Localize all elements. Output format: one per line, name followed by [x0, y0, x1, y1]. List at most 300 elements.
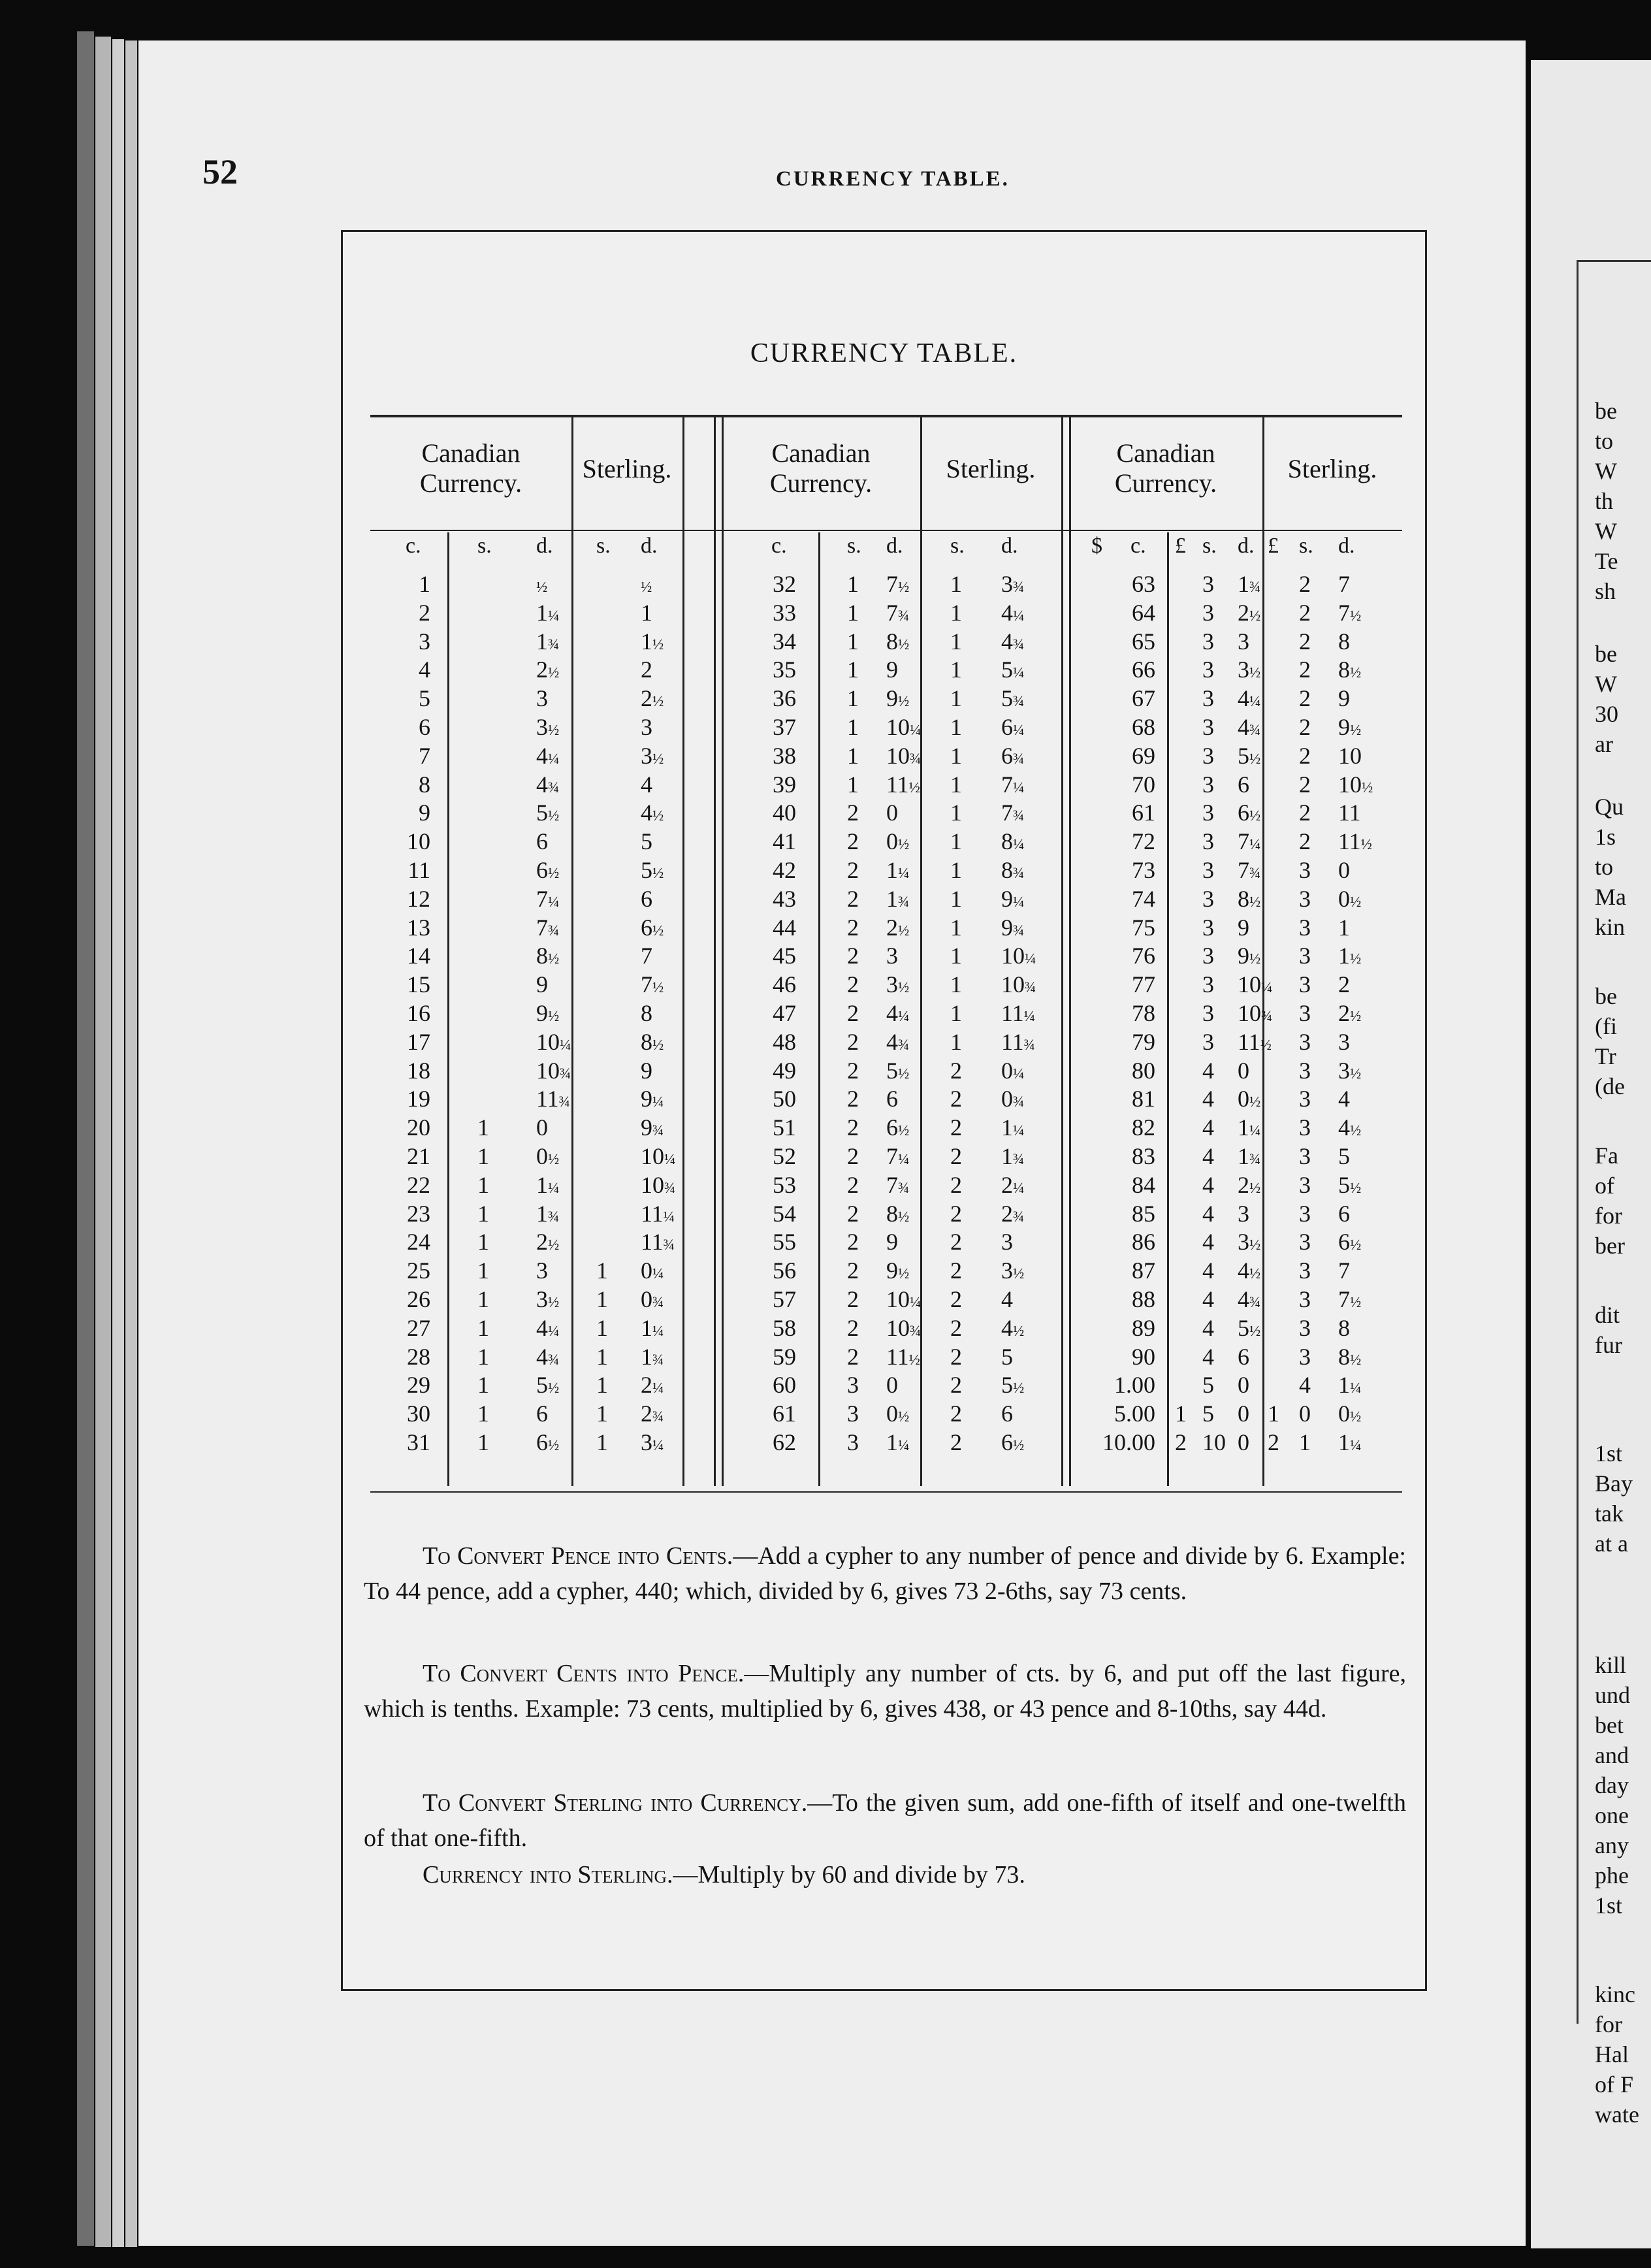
table-cell: 3 — [1299, 1114, 1311, 1141]
page-number: 52 — [202, 152, 238, 191]
column-unit-label: c. — [406, 534, 421, 558]
adjacent-page-fragment: th — [1595, 488, 1614, 514]
table-cell: 4¾ — [1238, 714, 1261, 740]
adjacent-page-fragment: to — [1595, 428, 1614, 454]
column-unit-label: d. — [1338, 534, 1355, 558]
adjacent-page-fragment: 1s — [1595, 824, 1616, 850]
table-cell: 2 — [1338, 971, 1350, 998]
table-cell: 5 — [1202, 1372, 1214, 1399]
table-cell: 11 — [1338, 800, 1361, 826]
adjacent-page-border — [1577, 260, 1651, 262]
table-cell: 11¾ — [641, 1229, 675, 1256]
table-cell: 2 — [950, 1343, 962, 1370]
table-cell: 1 — [950, 685, 962, 712]
adjacent-page-fragment: 30 — [1595, 701, 1618, 727]
table-cell: 6 — [1001, 1401, 1013, 1427]
table-cell: 1 — [950, 971, 962, 998]
table-cell: 0 — [1238, 1429, 1249, 1455]
table-cell: 1 — [596, 1429, 608, 1455]
table-cell: 5½ — [1238, 742, 1261, 769]
table-cell: 2¾ — [641, 1401, 664, 1427]
table-cell: 51 — [773, 1114, 796, 1141]
table-cell: 3 — [1202, 1000, 1214, 1026]
table-cell: 4 — [1202, 1114, 1214, 1141]
table-cell: 3 — [641, 714, 652, 740]
table-cell: 7 — [419, 742, 430, 769]
table-cell: 11¾ — [536, 1086, 570, 1112]
page-edge — [112, 39, 124, 2247]
adjacent-page-fragment: W — [1595, 518, 1617, 544]
table-cell: 5½ — [536, 1372, 560, 1399]
table-cell: 4¾ — [536, 1343, 560, 1370]
table-cell: 6 — [641, 885, 652, 912]
table-cell: 63 — [1132, 571, 1155, 597]
table-cell: 6½ — [886, 1114, 910, 1141]
note-lead: To Convert Pence into Cents. — [423, 1542, 733, 1570]
table-cell: 2 — [1299, 571, 1311, 597]
table-cell: 10¾ — [886, 742, 922, 769]
column-group-header: Canadian Currency. — [419, 438, 522, 498]
table-cell: 1¼ — [886, 857, 910, 883]
table-cell: 0 — [1238, 1057, 1249, 1084]
table-cell: 2 — [641, 656, 652, 683]
table-cell: 0 — [1238, 1401, 1249, 1427]
table-cell: 1 — [477, 1372, 489, 1399]
table-cell: 41 — [773, 828, 796, 855]
table-cell: 1¼ — [1338, 1429, 1362, 1455]
table-cell: 2½ — [1238, 1171, 1261, 1198]
table-cell: 1 — [950, 885, 962, 912]
table-cell: 2½ — [886, 914, 910, 941]
table-cell: 8 — [1338, 628, 1350, 655]
adjacent-page-fragment: (fi — [1595, 1013, 1617, 1039]
table-cell: 0 — [886, 800, 898, 826]
table-cell: 2 — [847, 1200, 859, 1227]
column-unit-label: s. — [847, 534, 861, 558]
table-cell: 78 — [1132, 1000, 1155, 1026]
adjacent-page-fragment: be — [1595, 398, 1617, 424]
header-rule-top — [370, 415, 1402, 417]
table-cell: 8½ — [536, 943, 560, 969]
column-unit-label: s. — [1202, 534, 1217, 558]
adjacent-page-border — [1577, 260, 1579, 2024]
adjacent-page-fragment: Ma — [1595, 884, 1626, 910]
table-cell: 6 — [886, 1086, 898, 1112]
column-rule — [1061, 415, 1063, 1486]
adjacent-page-fragment: Te — [1595, 548, 1618, 574]
table-cell: 1 — [477, 1200, 489, 1227]
table-cell: 3 — [1338, 1028, 1350, 1055]
note-lead: Currency into Sterling. — [423, 1861, 673, 1888]
table-cell: 89 — [1132, 1314, 1155, 1341]
table-cell: 80 — [1132, 1057, 1155, 1084]
table-cell: 4 — [1202, 1286, 1214, 1312]
table-cell: 4 — [1202, 1086, 1214, 1112]
table-cell: 3 — [1299, 857, 1311, 883]
table-cell: 10¼ — [886, 1286, 922, 1312]
table-cell: 83 — [1132, 1143, 1155, 1169]
table-cell: 1 — [596, 1314, 608, 1341]
column-rule — [1262, 415, 1264, 1486]
table-cell: 10¼ — [1238, 971, 1273, 998]
table-cell: 1 — [950, 1028, 962, 1055]
table-cell: 2 — [1299, 685, 1311, 712]
table-cell: 32 — [773, 571, 796, 597]
table-cell: 3 — [419, 628, 430, 655]
table-cell: 7½ — [1338, 599, 1362, 626]
table-cell: 5½ — [641, 857, 664, 883]
table-cell: 9 — [1238, 914, 1249, 941]
table-cell: 8½ — [886, 628, 910, 655]
table-cell: 33 — [773, 599, 796, 626]
table-cell: 9 — [536, 971, 548, 998]
table-cell: 8½ — [1338, 1343, 1362, 1370]
table-cell: 7¾ — [886, 1171, 910, 1198]
column-rule — [818, 532, 820, 1486]
column-rule — [571, 415, 573, 1486]
table-cell: 3 — [1299, 1257, 1311, 1284]
table-cell: 1 — [950, 628, 962, 655]
adjacent-page-fragment: sh — [1595, 578, 1616, 604]
table-cell: 2½ — [1338, 1000, 1362, 1026]
table-cell: 2 — [847, 1143, 859, 1169]
table-cell: 3 — [1299, 1028, 1311, 1055]
table-cell: 9 — [886, 1229, 898, 1256]
table-cell: 2 — [950, 1401, 962, 1427]
table-title: CURRENCY TABLE. — [750, 338, 1018, 368]
table-cell: 3 — [536, 685, 548, 712]
table-cell: 81 — [1132, 1086, 1155, 1112]
table-cell: 6¼ — [1001, 714, 1025, 740]
adjacent-page-fragment: dit — [1595, 1302, 1620, 1328]
table-cell: 3 — [1202, 685, 1214, 712]
table-cell: 7 — [1338, 571, 1350, 597]
table-cell: 1¼ — [536, 1171, 560, 1198]
table-cell: 2½ — [536, 656, 560, 683]
table-cell: 23 — [407, 1200, 430, 1227]
table-cell: 6½ — [1238, 800, 1261, 826]
table-cell: 1½ — [641, 628, 664, 655]
column-unit-label: £ — [1175, 534, 1186, 558]
table-cell: 13 — [407, 914, 430, 941]
page-edge — [125, 40, 137, 2247]
table-cell: 44 — [773, 914, 796, 941]
table-cell: 30 — [407, 1401, 430, 1427]
table-cell: 0¼ — [641, 1257, 664, 1284]
table-cell: 2 — [1299, 628, 1311, 655]
table-cell: 9½ — [886, 1257, 910, 1284]
table-cell: 6½ — [1338, 1229, 1362, 1256]
table-cell: 2 — [847, 1114, 859, 1141]
table-cell: 1 — [950, 857, 962, 883]
table-cell: 2 — [847, 1000, 859, 1026]
table-cell: 2 — [1175, 1429, 1187, 1455]
table-cell: ½ — [641, 579, 652, 595]
table-cell: 90 — [1132, 1343, 1155, 1370]
table-cell: 2 — [950, 1314, 962, 1341]
table-cell: 2 — [847, 943, 859, 969]
table-cell: 47 — [773, 1000, 796, 1026]
column-unit-label: s. — [477, 534, 492, 558]
table-cell: ½ — [536, 579, 548, 595]
table-cell: 2 — [1299, 771, 1311, 798]
table-cell: 1 — [950, 599, 962, 626]
table-cell: 3 — [1299, 1086, 1311, 1112]
table-cell: 2 — [847, 1171, 859, 1198]
column-group-header: Canadian Currency. — [1114, 438, 1217, 498]
adjacent-page-fragment: for — [1595, 2011, 1622, 2037]
table-cell: 2 — [847, 1086, 859, 1112]
table-cell: 79 — [1132, 1028, 1155, 1055]
table-cell: 11½ — [886, 771, 920, 798]
adjacent-page-fragment: 1st — [1595, 1440, 1623, 1466]
table-cell: 6 — [536, 828, 548, 855]
table-cell: 59 — [773, 1343, 796, 1370]
table-cell: 88 — [1132, 1286, 1155, 1312]
column-group-header: Canadian Currency. — [769, 438, 873, 498]
table-cell: 2 — [847, 800, 859, 826]
table-cell: 1 — [950, 771, 962, 798]
table-cell: 10¾ — [1238, 1000, 1273, 1026]
table-cell: 3 — [1001, 1229, 1013, 1256]
note-text: —Multiply any number of cts. by 6, and put off the last figure, which is tenths. Example: 73 cents, multiplied by 6, gives 438, or 43 pence and 8-10ths, say 44d. — [364, 1660, 1406, 1723]
table-cell: 1¼ — [886, 1429, 910, 1455]
column-group-header: Sterling. — [1287, 454, 1377, 483]
adjacent-page-fragment: W — [1595, 671, 1617, 697]
table-cell: 10¼ — [641, 1143, 676, 1169]
table-cell: 3 — [1202, 571, 1214, 597]
table-cell: 4½ — [1238, 1257, 1261, 1284]
table-cell: 54 — [773, 1200, 796, 1227]
table-cell: 3 — [1202, 800, 1214, 826]
adjacent-page-fragment: any — [1595, 1832, 1629, 1858]
table-cell: 4¼ — [1238, 685, 1261, 712]
table-cell: 3 — [1202, 628, 1214, 655]
table-cell: 75 — [1132, 914, 1155, 941]
column-rule — [1167, 532, 1169, 1486]
column-unit-label: d. — [1001, 534, 1018, 558]
table-cell: 5½ — [886, 1057, 910, 1084]
table-cell: 37 — [773, 714, 796, 740]
table-cell: 87 — [1132, 1257, 1155, 1284]
table-cell: 52 — [773, 1143, 796, 1169]
table-cell: 1 — [847, 628, 859, 655]
table-cell: 26 — [407, 1286, 430, 1312]
table-cell: 2 — [950, 1057, 962, 1084]
table-cell: 1 — [477, 1343, 489, 1370]
table-cell: 3 — [1299, 1000, 1311, 1026]
table-cell: 1¼ — [536, 599, 560, 626]
table-cell: 1 — [950, 914, 962, 941]
table-cell: 11½ — [886, 1343, 920, 1370]
table-cell: 1 — [596, 1401, 608, 1427]
table-cell: 76 — [1132, 943, 1155, 969]
table-cell: 3½ — [641, 742, 664, 769]
table-cell: 38 — [773, 742, 796, 769]
table-cell: 5½ — [536, 800, 560, 826]
table-cell: 1 — [477, 1229, 489, 1256]
table-cell: 6 — [536, 1401, 548, 1427]
table-cell: 1 — [950, 943, 962, 969]
table-cell: 1¾ — [536, 628, 560, 655]
table-cell: 2 — [847, 828, 859, 855]
column-unit-label: d. — [536, 534, 553, 558]
table-cell: 1 — [596, 1343, 608, 1370]
table-cell: 5 — [1202, 1401, 1214, 1427]
table-cell: 9 — [641, 1057, 652, 1084]
table-cell: 36 — [773, 685, 796, 712]
conversion-note — [364, 1656, 1406, 1726]
adjacent-page-fragment: bet — [1595, 1712, 1624, 1738]
table-cell: 3 — [1299, 1171, 1311, 1198]
table-cell: 24 — [407, 1229, 430, 1256]
table-cell: 61 — [773, 1401, 796, 1427]
table-cell: 8½ — [641, 1028, 664, 1055]
conversion-note — [364, 1538, 1406, 1609]
column-unit-label: d. — [886, 534, 903, 558]
table-cell: 2 — [950, 1200, 962, 1227]
table-cell: 1 — [950, 656, 962, 683]
table-cell: 8½ — [1238, 885, 1261, 912]
table-cell: 6 — [419, 714, 430, 740]
table-cell: 9 — [1338, 685, 1350, 712]
table-cell: 4 — [1202, 1229, 1214, 1256]
table-cell: 3¾ — [1001, 571, 1025, 597]
table-cell: 40 — [773, 800, 796, 826]
table-cell: 10¾ — [886, 1314, 922, 1341]
table-cell: 9 — [886, 656, 898, 683]
table-cell: 43 — [773, 885, 796, 912]
table-cell: 1½ — [1338, 943, 1362, 969]
table-cell: 1 — [1175, 1401, 1187, 1427]
table-cell: 2 — [847, 1343, 859, 1370]
table-cell: 4½ — [641, 800, 664, 826]
table-cell: 0¾ — [641, 1286, 664, 1312]
table-cell: 3 — [886, 943, 898, 969]
page-edge — [77, 31, 94, 2246]
table-cell: 50 — [773, 1086, 796, 1112]
table-cell: 3 — [1238, 628, 1249, 655]
table-cell: 7½ — [886, 571, 910, 597]
table-cell: 1 — [596, 1257, 608, 1284]
table-cell: 55 — [773, 1229, 796, 1256]
column-rule — [1069, 415, 1071, 1486]
table-cell: 60 — [773, 1372, 796, 1399]
table-cell: 10¼ — [536, 1028, 571, 1055]
table-cell: 18 — [407, 1057, 430, 1084]
table-cell: 3 — [1202, 599, 1214, 626]
table-cell: 3 — [1299, 1229, 1311, 1256]
column-unit-label: s. — [1299, 534, 1313, 558]
table-cell: 0¾ — [1001, 1086, 1025, 1112]
table-cell: 10 — [407, 828, 430, 855]
table-cell: 74 — [1132, 885, 1155, 912]
table-cell: 25 — [407, 1257, 430, 1284]
table-cell: 4 — [1202, 1257, 1214, 1284]
table-cell: 6 — [1338, 1200, 1350, 1227]
table-cell: 0 — [536, 1114, 548, 1141]
table-cell: 4¾ — [1238, 1286, 1261, 1312]
table-cell: 1 — [950, 742, 962, 769]
table-cell: 82 — [1132, 1114, 1155, 1141]
adjacent-page-fragment: Qu — [1595, 794, 1624, 820]
adjacent-page-fragment: kill — [1595, 1652, 1627, 1678]
table-cell: 1 — [847, 685, 859, 712]
table-cell: 3 — [536, 1257, 548, 1284]
table-cell: 7 — [641, 943, 652, 969]
table-cell: 2 — [1299, 714, 1311, 740]
table-cell: 3 — [1202, 742, 1214, 769]
adjacent-page-fragment: of — [1595, 1173, 1614, 1199]
table-cell: 1 — [950, 1000, 962, 1026]
table-cell: 3 — [847, 1372, 859, 1399]
table-cell: 1¼ — [641, 1314, 664, 1341]
table-cell: 2½ — [1238, 599, 1261, 626]
table-cell: 2 — [950, 1114, 962, 1141]
table-cell: 8½ — [886, 1200, 910, 1227]
adjacent-page — [1531, 60, 1651, 2248]
table-cell: 65 — [1132, 628, 1155, 655]
table-cell: 2¼ — [1001, 1171, 1025, 1198]
table-cell: 62 — [773, 1429, 796, 1455]
table-cell: 9½ — [1338, 714, 1362, 740]
table-cell: 1¼ — [1238, 1114, 1261, 1141]
table-cell: 27 — [407, 1314, 430, 1341]
table-cell: 6½ — [536, 857, 560, 883]
table-cell: 7½ — [641, 971, 664, 998]
table-cell: 1¾ — [641, 1343, 664, 1370]
table-cell: 6½ — [1001, 1429, 1025, 1455]
table-cell: 10¼ — [1001, 943, 1036, 969]
column-unit-label: $ — [1091, 534, 1102, 558]
table-cell: 4½ — [1001, 1314, 1025, 1341]
note-text: —Add a cypher to any number of pence and divide by 6. Example: To 44 pence, add a cypher, 440; which, divided by 6, gives 73 2-6ths, say 73 cents. — [364, 1542, 1406, 1605]
table-cell: 1 — [847, 742, 859, 769]
table-cell: 86 — [1132, 1229, 1155, 1256]
table-cell: 1 — [477, 1401, 489, 1427]
column-unit-label: c. — [1130, 534, 1146, 558]
table-cell: 9¾ — [641, 1114, 664, 1141]
table-cell: 1 — [477, 1114, 489, 1141]
table-cell: 4¼ — [1001, 599, 1025, 626]
table-cell: 2 — [1299, 599, 1311, 626]
table-cell: 2 — [847, 971, 859, 998]
table-cell: 14 — [407, 943, 430, 969]
table-cell: 2 — [1299, 742, 1311, 769]
table-cell: 7¾ — [886, 599, 910, 626]
table-cell: 77 — [1132, 971, 1155, 998]
table-cell: 1.00 — [1114, 1372, 1155, 1399]
table-cell: 0½ — [1338, 885, 1362, 912]
note-text: —To the given sum, add one-fifth of itself and one-twelfth of that one-fifth. — [364, 1789, 1406, 1852]
table-cell: 0½ — [1238, 1086, 1261, 1112]
page-edge — [95, 37, 111, 2247]
table-cell: 10¾ — [1001, 971, 1036, 998]
table-cell: 9¾ — [1001, 914, 1025, 941]
table-cell: 4¼ — [536, 742, 560, 769]
adjacent-page-fragment: phe — [1595, 1862, 1629, 1888]
table-cell: 8 — [1338, 1314, 1350, 1341]
adjacent-page-fragment: kin — [1595, 914, 1626, 940]
table-cell: 4 — [1202, 1057, 1214, 1084]
table-cell: 7¾ — [536, 914, 560, 941]
table-cell: 0½ — [1338, 1401, 1362, 1427]
table-cell: 9¼ — [1001, 885, 1025, 912]
table-cell: 3 — [1202, 828, 1214, 855]
table-cell: 2 — [1299, 656, 1311, 683]
table-cell: 9½ — [536, 1000, 560, 1026]
table-cell: 73 — [1132, 857, 1155, 883]
